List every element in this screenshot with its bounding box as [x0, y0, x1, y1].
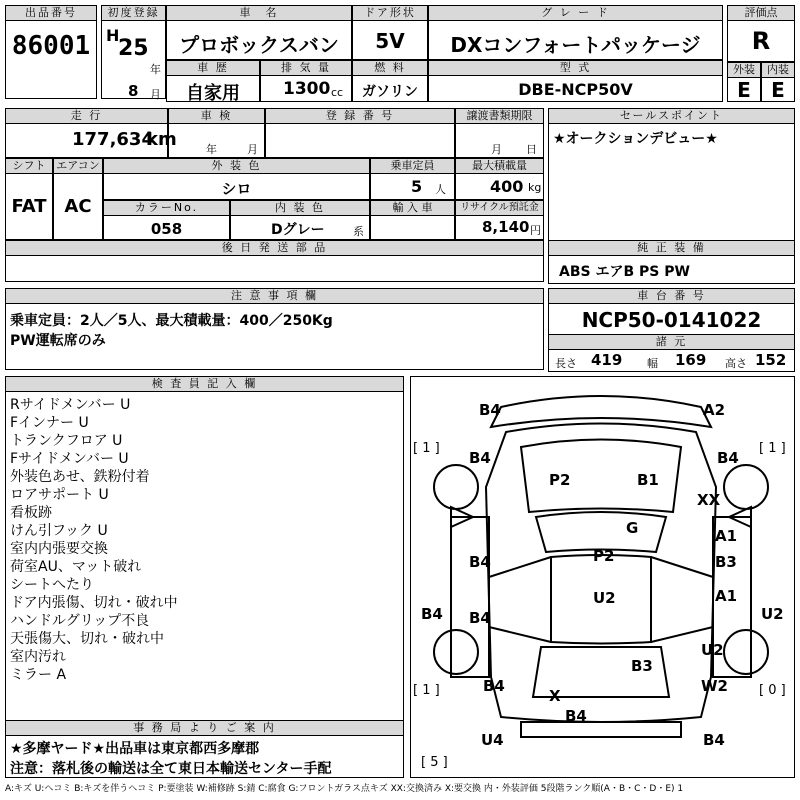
first-registration-box	[101, 5, 166, 99]
inspector-note: ドア内張傷、切れ・破れ中	[10, 595, 178, 611]
inspector-notes-list	[10, 396, 403, 684]
ac-box	[53, 158, 103, 240]
lot-number-label: 出品番号	[6, 6, 96, 21]
displacement-box	[260, 60, 352, 102]
code-side-left-inner: B4	[469, 609, 491, 627]
inspection-month-unit: 月	[247, 143, 258, 156]
model-name: プロボックスバン	[179, 33, 339, 57]
inspector-note: 室内汚れ	[10, 649, 66, 665]
era: H	[106, 26, 120, 45]
inspector-notes-box	[5, 376, 404, 732]
later-parts-label: 後 日 発 送 部 品	[6, 241, 543, 256]
recycle-fee-unit: 円	[530, 224, 541, 237]
code-fender-left: B4	[469, 449, 491, 467]
sales-point-label: セールスポイント	[549, 109, 794, 124]
interior-color: Dグレー	[271, 222, 325, 238]
code-side-right: U2	[761, 605, 784, 623]
exterior-grade: E	[737, 78, 751, 102]
code-quarter-right: U2	[701, 641, 724, 659]
fuel: ガソリン	[362, 84, 418, 100]
height: 152	[755, 351, 787, 369]
chassis-box	[548, 288, 795, 372]
mileage-box	[5, 108, 177, 158]
inspector-note: ミラー A	[10, 667, 67, 683]
body-shape	[486, 424, 716, 723]
exterior-label: 外装	[728, 63, 760, 78]
code-rear-bumper: B4	[565, 707, 587, 725]
code-bottom-right: B4	[703, 731, 725, 749]
caution-line-2: PW運転席のみ	[10, 333, 106, 349]
code-door-rear-right: A1	[715, 587, 738, 605]
ac: AC	[64, 196, 92, 217]
grade-box	[428, 5, 723, 60]
interior-color-label: 内 装 色	[231, 201, 369, 216]
model-code-box	[428, 60, 723, 102]
code-door-front-right-a: A1	[715, 527, 738, 545]
rating-label: 評価点	[728, 6, 794, 21]
displacement: 1300	[283, 79, 331, 99]
model-box	[166, 5, 352, 60]
displacement-label: 排 気 量	[261, 61, 351, 76]
code-hood-right: B1	[637, 471, 659, 489]
windshield-shape	[536, 512, 666, 552]
wheel-rear-left	[434, 630, 478, 674]
lot-number: 86001	[11, 31, 91, 61]
rating: R	[751, 27, 771, 55]
color-number-label: カラーNo.	[104, 201, 229, 216]
caution-box	[5, 288, 544, 370]
code-door-front-left: B4	[469, 553, 491, 571]
chassis-number: NCP50-0141022	[581, 308, 762, 332]
inspector-note: Rサイドメンバー U	[10, 397, 131, 413]
history: 自家用	[186, 83, 240, 104]
equipment-label: 純 正 装 備	[549, 241, 794, 256]
exterior-color: シロ	[221, 180, 252, 198]
length-label: 長さ	[555, 357, 577, 370]
code-deck: B3	[631, 657, 653, 675]
height-label: 高さ	[725, 357, 747, 370]
interior-color-suffix: 系	[353, 225, 364, 238]
inspection-box	[168, 108, 265, 158]
width: 169	[675, 351, 707, 369]
chassis-label: 車 台 番 号	[549, 289, 794, 304]
later-parts-box	[5, 240, 544, 282]
damage-diagram	[410, 376, 795, 778]
front-bumper-shape	[491, 396, 711, 427]
month-unit: 月	[150, 88, 161, 101]
inspector-note: シートへたり	[10, 577, 94, 593]
grade: DXコンフォートパッケージ	[450, 33, 701, 57]
code-rear-right: W2	[701, 677, 728, 695]
exterior-color-label: 外 装 色	[104, 159, 369, 174]
rear-bumper-shape	[521, 722, 681, 737]
shift-box	[5, 158, 53, 240]
inspection-year-unit: 年	[206, 143, 217, 156]
door-box	[352, 5, 428, 60]
import-label: 輸 入 車	[371, 201, 454, 216]
equipment-box	[548, 240, 795, 284]
transfer-day-unit: 日	[526, 143, 537, 156]
max-load-unit: kg	[528, 181, 542, 194]
capacity-label: 乗車定員	[371, 159, 454, 174]
code-side-left: B4	[421, 605, 443, 623]
bracket-rear-left: [ 1 ]	[413, 683, 440, 698]
interior-box	[761, 62, 795, 102]
inspector-note: 看板跡	[10, 505, 52, 521]
code-front-left: B4	[479, 401, 501, 419]
capacity-box	[370, 158, 455, 200]
interior-label: 内装	[762, 63, 794, 78]
code-bottom-left: U4	[481, 731, 504, 749]
code-xx: XX	[697, 491, 721, 509]
shift-label: シフト	[6, 159, 52, 174]
ac-label: エアコン	[54, 159, 102, 174]
inspector-note: 外装色あせ、鉄粉付着	[10, 469, 150, 485]
history-box	[166, 60, 260, 102]
width-label: 幅	[647, 357, 658, 370]
recycle-fee-label: リサイクル預託金	[456, 201, 543, 216]
wheel-front-left	[434, 465, 478, 509]
color-number: 058	[150, 220, 183, 238]
exterior-box	[727, 62, 761, 102]
inspector-note: ハンドルグリップ不良	[10, 613, 150, 629]
legend: A:キズ U:ヘコミ B:キズを伴うヘコミ P:要塗装 W:補修跡 S:錆 C:腐食 G:フロントガラス点キズ XX:交換済み X:要交換 内・外装評価 5段階ランク順(A・B・C・D・E) 1	[5, 784, 684, 794]
registration-month: 8	[128, 82, 139, 100]
mileage: 177,634	[72, 129, 154, 150]
registration-number-box	[265, 108, 455, 158]
office-info-label: 事 務 局 よ り ご 案 内	[6, 721, 403, 736]
wheel-front-right	[724, 465, 768, 509]
inspector-note: けん引フック U	[10, 523, 108, 539]
transfer-deadline-box	[455, 108, 544, 158]
mileage-label: 走 行	[6, 109, 167, 124]
bracket-front-left: [ 1 ]	[413, 441, 440, 456]
caution-line-1: 乗車定員：2人／5人、最大積載量：400／250Kg	[10, 313, 333, 329]
office-info-box	[5, 720, 404, 778]
code-x-mark: X	[549, 687, 561, 705]
inspector-note: 天張傷大、切れ・破れ中	[10, 631, 164, 647]
code-front-right: A2	[703, 401, 726, 419]
code-quarter-left: B4	[483, 677, 505, 695]
code-roof-rear: U2	[593, 589, 616, 607]
year-unit: 年	[150, 63, 161, 76]
rating-box	[727, 5, 795, 62]
interior-color-box	[230, 200, 370, 240]
shift: FAT	[11, 196, 47, 217]
recycle-fee-box	[455, 200, 544, 240]
fuel-box	[352, 60, 428, 102]
recycle-fee: 8,140	[482, 218, 530, 236]
displacement-unit: cc	[331, 86, 344, 99]
door-label: ドア形状	[353, 6, 427, 21]
max-load-box	[455, 158, 544, 200]
inspector-note: ロアサポート U	[10, 487, 109, 503]
bracket-rear: [ 5 ]	[421, 755, 448, 770]
wheel-rear-right	[724, 630, 768, 674]
code-door-front-right-b: B3	[715, 553, 737, 571]
car-outline	[411, 377, 794, 777]
capacity: 5	[411, 177, 423, 196]
color-number-box	[103, 200, 230, 240]
mileage-unit: km	[146, 129, 177, 150]
transfer-deadline-label: 譲渡書類期限	[456, 109, 543, 124]
capacity-unit: 人	[435, 183, 446, 196]
left-side-shape	[451, 517, 489, 677]
code-roof-front: P2	[593, 547, 615, 565]
grade-label: グ レ ー ド	[429, 6, 722, 21]
model-label: 車 名	[167, 6, 351, 21]
inspector-note: Fサイドメンバー U	[10, 451, 129, 467]
inspector-note: トランクフロア U	[10, 433, 123, 449]
spec-label: 諸 元	[549, 334, 794, 350]
history-label: 車 歴	[167, 61, 259, 76]
registration-year: 25	[118, 36, 149, 61]
length: 419	[591, 351, 623, 369]
max-load-label: 最大積載量	[456, 159, 543, 174]
model-code-label: 型 式	[429, 61, 722, 76]
code-hood-left: P2	[549, 471, 571, 489]
code-g: G	[626, 519, 639, 537]
registration-number-label: 登 録 番 号	[266, 109, 454, 124]
import-box	[370, 200, 455, 240]
transfer-month-unit: 月	[491, 143, 502, 156]
exterior-color-box	[103, 158, 370, 200]
inspection-label: 車 検	[169, 109, 264, 124]
inspector-note: 荷室AU、マット破れ	[10, 559, 142, 575]
equipment: ABS エアB PS PW	[559, 264, 690, 280]
bracket-rear-right: [ 0 ]	[759, 683, 786, 698]
code-fender-right: B4	[717, 449, 739, 467]
model-code: DBE-NCP50V	[518, 80, 633, 99]
first-registration-label: 初度登録	[102, 6, 165, 21]
office-info-line-1: ★多摩ヤード★出品車は東京都西多摩郡	[10, 741, 260, 757]
fuel-label: 燃 料	[353, 61, 427, 76]
sales-point: ★オークションデビュー★	[553, 131, 718, 147]
caution-label: 注 意 事 項 欄	[6, 289, 543, 304]
inspector-note: 室内内張要交換	[10, 541, 108, 557]
interior-grade: E	[771, 78, 785, 102]
office-info-line-2: 注意：落札後の輸送は全て東日本輸送センター手配	[10, 761, 332, 777]
max-load: 400	[490, 177, 524, 196]
inspector-notes-label: 検 査 員 記 入 欄	[6, 377, 403, 392]
door-type: 5V	[375, 29, 405, 53]
bracket-front-right: [ 1 ]	[759, 441, 786, 456]
inspector-note: Fインナー U	[10, 415, 89, 431]
lot-number-box	[5, 5, 97, 99]
